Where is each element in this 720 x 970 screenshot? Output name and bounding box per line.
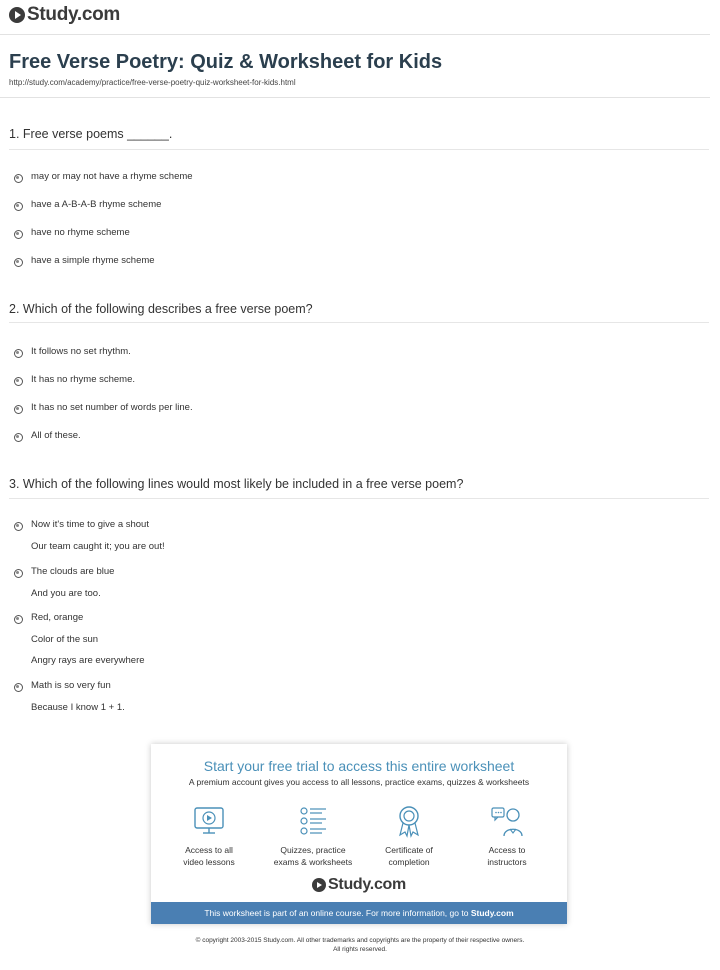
logo-text: Study.com: [27, 4, 121, 25]
radio-button-icon[interactable]: [14, 522, 23, 531]
answer-line: Now it's time to give a shout: [31, 519, 149, 530]
study-logo[interactable]: [9, 4, 120, 26]
radio-button-icon[interactable]: [14, 377, 23, 386]
copyright-line-1: © copyright 2003-2015 Study.com. All other trademarks and copyrights are the property of their respective owners.: [195, 937, 525, 944]
feature-certificate: [359, 804, 459, 868]
question-text: 2. Which of the following describes a free verse poem?: [9, 302, 313, 316]
play-logo-icon: [9, 7, 25, 23]
answer-line: And you are too.: [31, 587, 101, 599]
radio-button-icon[interactable]: [14, 683, 23, 692]
promo-headline[interactable]: Start your free trial to access this entire worksheet: [203, 758, 515, 774]
answer-option[interactable]: [14, 375, 135, 391]
answer-text: [31, 675, 125, 718]
radio-button-icon[interactable]: [14, 258, 23, 267]
radio-button-icon[interactable]: [14, 405, 23, 414]
feature-label-1: Quizzes, practice: [280, 845, 346, 855]
feature-quizzes: [263, 804, 363, 868]
answer-text: [31, 222, 130, 244]
radio-button-icon[interactable]: [14, 433, 23, 442]
title-divider: [0, 97, 710, 98]
promo-footer-text: This worksheet is part of an online course. For more information, go to: [204, 908, 471, 918]
header-divider: [0, 34, 710, 35]
radio-button-icon[interactable]: [14, 569, 23, 578]
question-divider: [9, 498, 709, 499]
answer-option[interactable]: [14, 681, 125, 718]
feature-label-2: exams & worksheets: [273, 857, 353, 867]
question-text: 1. Free verse poems ______.: [9, 127, 173, 141]
feature-video-lessons: [159, 804, 259, 868]
answer-option[interactable]: [14, 613, 145, 672]
answer-line: have a A-B-A-B rhyme scheme: [31, 199, 162, 210]
answer-option[interactable]: [14, 567, 114, 604]
promo-study-logo[interactable]: [151, 876, 567, 894]
answer-line: The clouds are blue: [31, 566, 115, 577]
answer-text: [31, 607, 145, 672]
feature-label-2: instructors: [487, 857, 527, 867]
feature-label-1: Certificate of: [385, 845, 433, 855]
answer-text: [31, 369, 135, 391]
answer-option[interactable]: [14, 172, 193, 188]
feature-instructors: [457, 804, 557, 868]
answer-option[interactable]: [14, 403, 193, 419]
radio-button-icon[interactable]: [14, 174, 23, 183]
answer-option[interactable]: [14, 256, 155, 272]
radio-button-icon[interactable]: [14, 230, 23, 239]
answer-line: Our team caught it; you are out!: [31, 540, 165, 552]
instructor-icon: [490, 804, 524, 838]
radio-button-icon[interactable]: [14, 349, 23, 358]
answer-line: All of these.: [31, 430, 81, 441]
copyright-line-2: All rights reserved.: [333, 946, 387, 953]
feature-label-2: completion: [388, 857, 430, 867]
page-url: http://study.com/academy/practice/free-verse-poetry-quiz-worksheet-for-kids.html: [9, 78, 296, 87]
answer-line: It follows no set rhythm.: [31, 346, 131, 357]
question-text: 3. Which of the following lines would most likely be included in a free verse poem?: [9, 477, 464, 491]
answer-line: Angry rays are everywhere: [31, 655, 145, 666]
answer-text: [31, 166, 193, 188]
answer-line: Color of the sun: [31, 633, 99, 645]
answer-text: [31, 194, 161, 216]
quiz-list-icon: [296, 804, 330, 838]
answer-line: have no rhyme scheme: [31, 227, 130, 238]
radio-button-icon[interactable]: [14, 202, 23, 211]
question-divider: [9, 322, 709, 323]
answer-text: [31, 561, 114, 604]
certificate-icon: [392, 804, 426, 838]
video-lesson-icon: [192, 804, 226, 838]
answer-text: [31, 425, 81, 447]
answer-option[interactable]: [14, 347, 131, 363]
promo-footer-link[interactable]: Study.com: [470, 908, 514, 918]
answer-line: It has no set number of words per line.: [31, 402, 193, 413]
answer-option[interactable]: [14, 200, 161, 216]
answer-line: may or may not have a rhyme scheme: [31, 171, 193, 182]
answer-option[interactable]: [14, 520, 165, 557]
promo-logo-text: Study.com: [328, 876, 406, 893]
answer-text: [31, 514, 165, 557]
free-trial-promo: [151, 744, 567, 924]
answer-text: [31, 341, 131, 363]
radio-button-icon[interactable]: [14, 615, 23, 624]
feature-label-1: Access to: [488, 845, 526, 855]
feature-label-2: video lessons: [183, 857, 235, 867]
answer-line: Math is so very fun: [31, 680, 111, 691]
copyright-notice: [0, 936, 720, 954]
question-divider: [9, 149, 709, 150]
answer-line: Red, orange: [31, 612, 84, 623]
promo-subline: A premium account gives you access to all lessons, practice exams, quizzes & worksheets: [188, 777, 530, 787]
answer-line: It has no rhyme scheme.: [31, 374, 136, 385]
answer-text: [31, 397, 193, 419]
page-title: Free Verse Poetry: Quiz & Worksheet for Kids: [9, 51, 443, 73]
play-logo-icon: [312, 878, 326, 892]
answer-line: have a simple rhyme scheme: [31, 255, 155, 266]
answer-line: Because I know 1 + 1.: [31, 701, 125, 713]
answer-text: [31, 250, 155, 272]
feature-label-1: Access to all: [185, 845, 233, 855]
promo-footer-bar: [151, 902, 567, 924]
answer-option[interactable]: [14, 431, 81, 447]
answer-option[interactable]: [14, 228, 130, 244]
